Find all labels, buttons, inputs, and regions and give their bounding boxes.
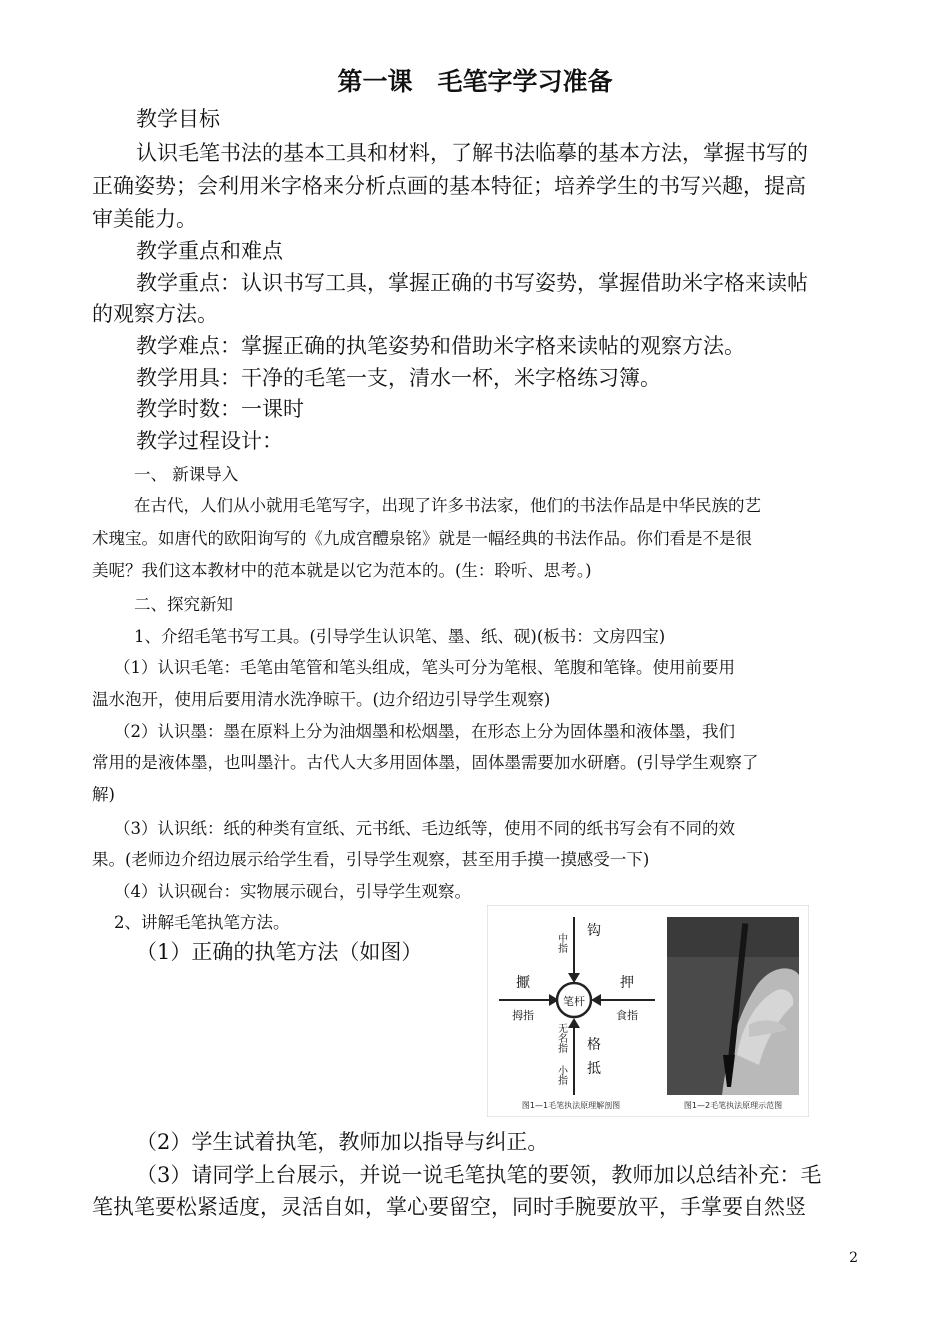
text-line: （1）认识毛笔：毛笔由笔管和笔头组成，笔头可分为笔根、笔腹和笔锋。使用前要用 — [114, 658, 735, 677]
text-line: 的观察方法。 — [92, 302, 218, 326]
figure-label: 无名指 — [555, 1023, 567, 1053]
figure-center-label: 笔杆 — [563, 995, 585, 1008]
text-line: （2）认识墨：墨在原料上分为油烟墨和松烟墨，在形态上分为固体墨和液体墨，我们 — [114, 722, 735, 741]
hand-holding-brush-photo — [667, 917, 799, 1095]
text-line: 教学重点：认识书写工具，掌握正确的书写姿势，掌握借助米字格来读帖 — [136, 271, 808, 295]
figure-label: 拇指 — [512, 1009, 534, 1022]
figure-label: 抵 — [587, 1061, 601, 1077]
figure-label: 食指 — [616, 1009, 638, 1022]
figure-label: 钩 — [587, 923, 601, 939]
text-line: 温水泡开，使用后要用清水洗净晾干。(边介绍边引导学生观察) — [92, 690, 551, 709]
text-line: 常用的是液体墨，也叫墨汁。古代人大多用固体墨，固体墨需要加水研磨。(引导学生观察了 — [92, 753, 759, 772]
text-line: 笔执笔要松紧适度，灵活自如，掌心要留空，同时手腕要放平，手掌要自然竖 — [92, 1195, 806, 1219]
text-line: 1、介绍毛笔书写工具。(引导学生认识笔、墨、纸、砚)(板书：文房四宝) — [134, 627, 666, 646]
figure-label: 小指 — [555, 1065, 567, 1085]
text-line: 在古代，人们从小就用毛笔写字，出现了许多书法家，他们的书法作品是中华民族的艺 — [134, 496, 761, 515]
text-line: 教学时数：一课时 — [136, 397, 304, 421]
page-number: 2 — [849, 1250, 858, 1266]
text-line: 认识毛笔书法的基本工具和材料，了解书法临摹的基本方法，掌握书写的 — [136, 141, 808, 165]
figure-caption-right: 图1—2毛笔执法原理示范图 — [683, 1101, 783, 1110]
text-line: 解) — [92, 785, 115, 804]
text-line: （3）认识纸：纸的种类有宣纸、元书纸、毛边纸等，使用不同的纸书写会有不同的效 — [114, 819, 735, 838]
figure-label: 押 — [620, 975, 634, 991]
text-line: 教学用具：干净的毛笔一支，清水一杯，米字格练习簿。 — [136, 366, 661, 390]
figure-label: 擫 — [516, 975, 530, 991]
text-line: 二、探究新知 — [134, 595, 233, 614]
figure-label: 中指 — [555, 933, 567, 953]
text-line: （1）正确的执笔方法（如图） — [136, 940, 423, 964]
text-line: 2、讲解毛笔执笔方法。 — [114, 913, 290, 932]
figure-caption-left: 图1—1毛笔执法原理解剖图 — [521, 1101, 621, 1110]
text-line: （3）请同学上台展示，并说一说毛笔执笔的要领，教师加以总结补充：毛 — [136, 1163, 822, 1187]
text-line: 审美能力。 — [92, 207, 197, 231]
text-line: 术瑰宝。如唐代的欧阳询写的《九成宫醴泉铭》就是一幅经典的书法作品。你们看是不是很 — [92, 529, 752, 548]
brush-holding-figure — [487, 905, 809, 1117]
text-line: （4）认识砚台：实物展示砚台，引导学生观察。 — [114, 882, 471, 901]
text-line: 教学目标 — [136, 107, 220, 131]
figure-label: 格 — [587, 1037, 601, 1053]
text-line: 果。(老师边介绍边展示给学生看，引导学生观察，甚至用手摸一摸感受一下) — [92, 850, 650, 869]
text-line: 美呢？我们这本教材中的范本就是以它为范本的。(生：聆听、思考。) — [92, 561, 592, 580]
text-line: 教学过程设计： — [136, 429, 283, 453]
lesson-title: 第一课 毛笔字学习准备 — [337, 67, 613, 96]
text-line: 教学难点：掌握正确的执笔姿势和借助米字格来读帖的观察方法。 — [136, 334, 745, 358]
text-line: 教学重点和难点 — [136, 239, 283, 263]
text-line: 正确姿势；会利用米字格来分析点画的基本特征；培养学生的书写兴趣，提高 — [92, 174, 806, 198]
text-line: 一、 新课导入 — [134, 465, 239, 484]
text-line: （2）学生试着执笔，教师加以指导与纠正。 — [136, 1130, 549, 1154]
